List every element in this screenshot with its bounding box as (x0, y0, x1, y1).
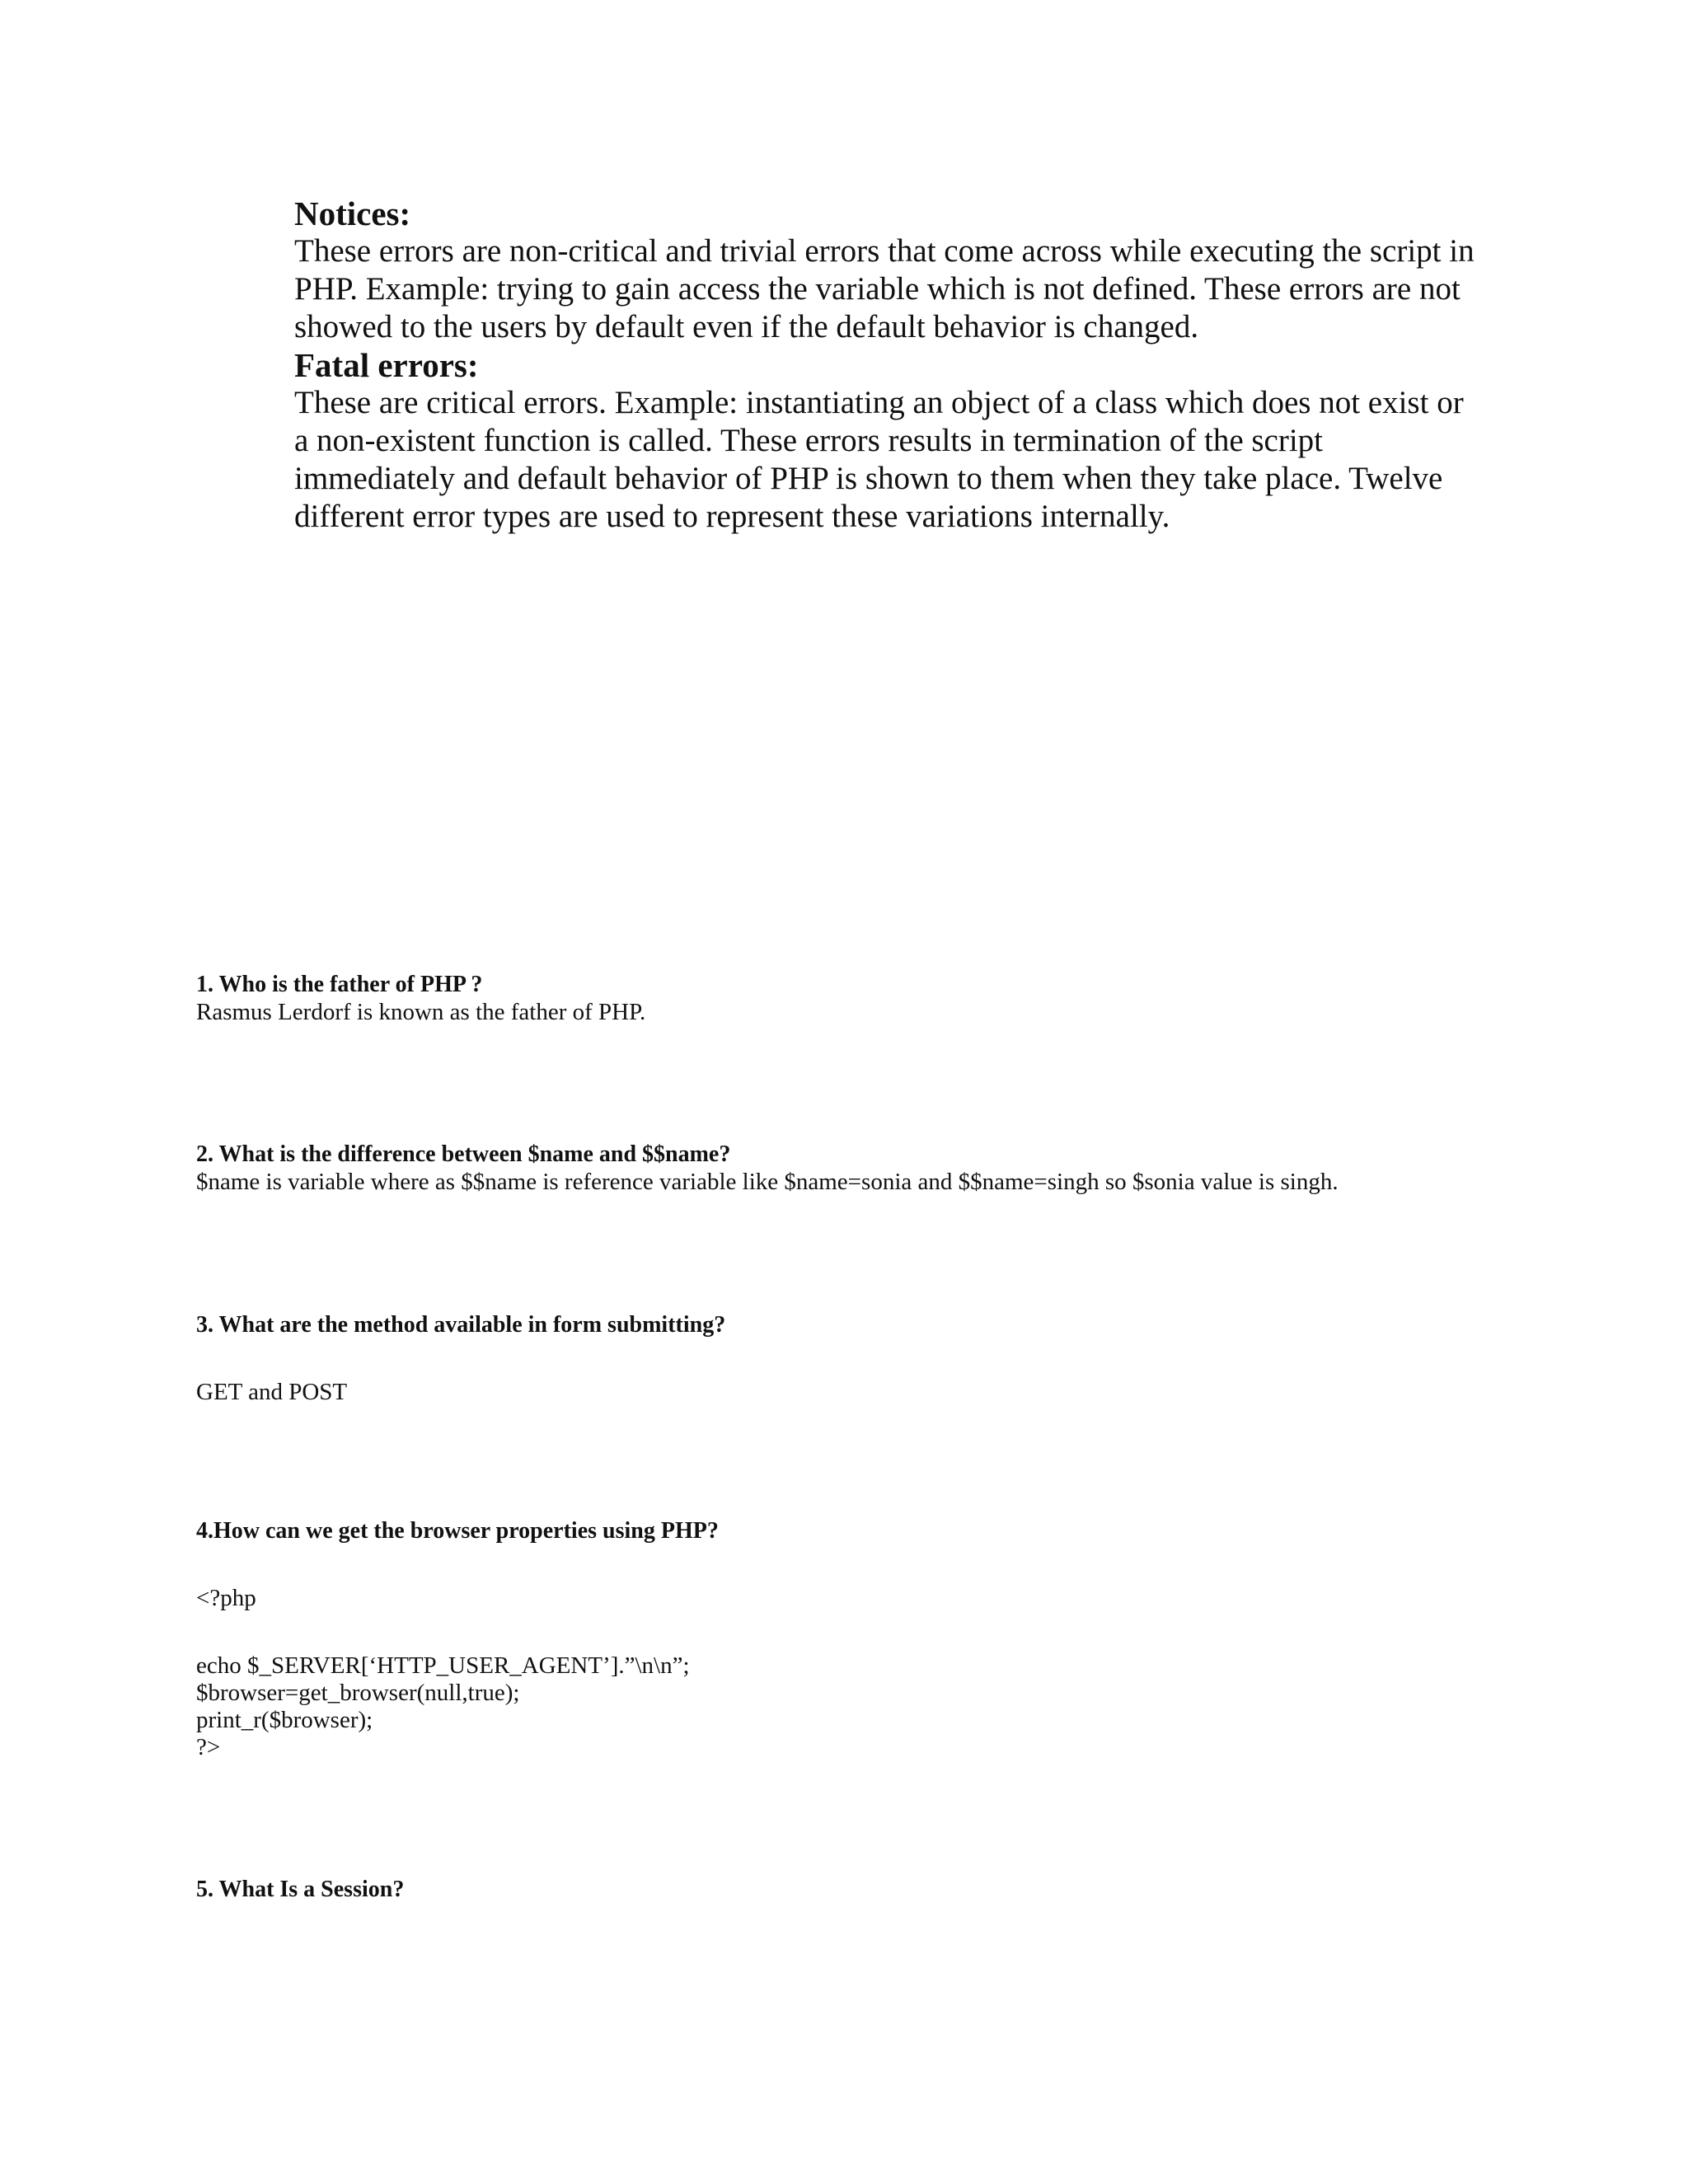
answer-2: $name is variable where as $$name is reference variable like $name=sonia and $$name=singh so $sonia value is singh. (196, 1169, 1339, 1195)
code-line-2: $browser=get_browser(null,true); (196, 1680, 520, 1706)
answer-1: Rasmus Lerdorf is known as the father of PHP. (196, 999, 646, 1025)
answer-3: GET and POST (196, 1379, 348, 1405)
code-line-4: ?> (196, 1734, 221, 1760)
question-5: 5. What Is a Session? (196, 1877, 405, 1902)
question-3: 3. What are the method available in form submitting? (196, 1312, 726, 1338)
code-open-tag: <?php (196, 1585, 256, 1611)
question-4: 4.How can we get the browser properties using PHP? (196, 1518, 719, 1544)
question-1: 1. Who is the father of PHP ? (196, 972, 483, 997)
fatal-errors-heading: Fatal errors: (294, 346, 479, 384)
fatal-errors-text: These are critical errors. Example: instantiating an object of a class which does not exist or a non-existent function is called. These errors results in termination of the script immediately and default behavior of PHP is shown to them when they take place. Twelve different error types are used to represent these variations internally. (294, 385, 1464, 534)
error-types-section (294, 194, 1481, 536)
question-2: 2. What is the difference between $name and $$name? (196, 1141, 731, 1167)
notices-text: These errors are non-critical and trivial errors that come across while executing the script in PHP. Example: trying to gain access the variable which is not defined. These errors are not showed to the users by default even if the default behavior is changed. (294, 233, 1475, 344)
code-line-3: print_r($browser); (196, 1707, 373, 1733)
notices-heading: Notices: (294, 194, 411, 232)
code-line-1: echo $_SERVER[‘HTTP_USER_AGENT’].”\n\n”; (196, 1652, 690, 1679)
